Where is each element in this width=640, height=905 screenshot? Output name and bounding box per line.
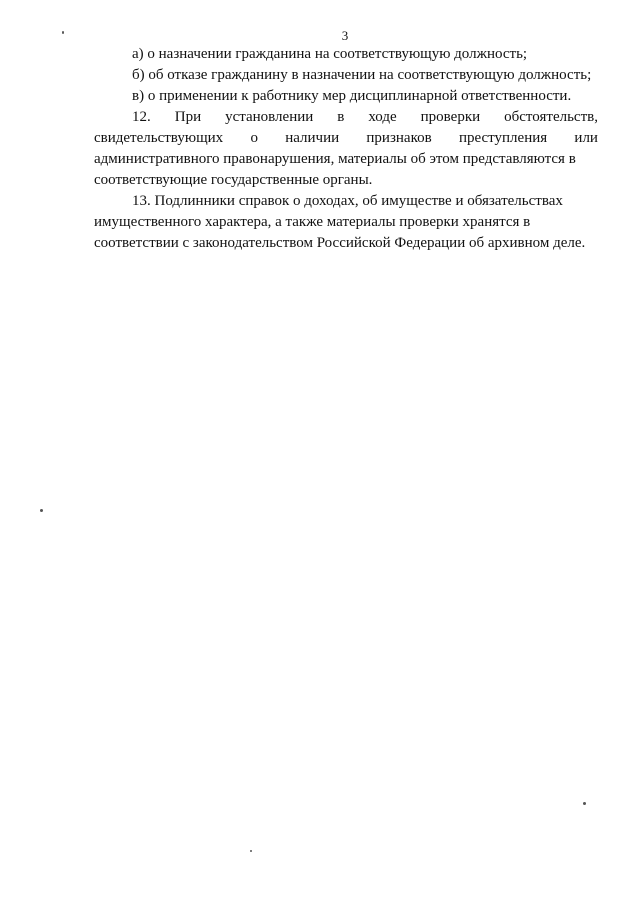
paragraph-12-line-1 xyxy=(94,107,598,128)
scan-speck xyxy=(250,850,252,852)
word: или xyxy=(574,130,598,146)
paragraph-12-line-3: административного правонарушения, материалы об этом представляются в xyxy=(94,151,576,167)
scan-speck xyxy=(62,31,64,34)
word: преступления xyxy=(458,130,548,146)
word: обстоятельств, xyxy=(504,109,598,125)
word: о xyxy=(250,130,258,146)
item-b: б) об отказе гражданину в назначении на соответствующую должность; xyxy=(132,67,592,83)
page-number: 3 xyxy=(341,28,349,43)
word: признаков xyxy=(366,130,432,146)
word: в xyxy=(337,109,345,125)
word: установлении xyxy=(225,109,314,125)
scan-speck xyxy=(40,509,43,512)
scan-speck xyxy=(583,802,586,805)
paragraph-12-line-4: соответствующие государственные органы. xyxy=(94,172,373,188)
word: 12. xyxy=(132,109,151,125)
word: При xyxy=(174,109,202,125)
paragraph-13-line-3: соответствии с законодательством Российской Федерации об архивном деле. xyxy=(94,235,586,251)
word: свидетельствующих xyxy=(94,130,224,146)
item-v: в) о применении к работнику мер дисциплинарной ответственности. xyxy=(132,88,572,104)
paragraph-13-line-1: 13. Подлинники справок о доходах, об имуществе и обязательствах xyxy=(132,193,563,209)
word: наличии xyxy=(285,130,340,146)
word: проверки xyxy=(420,109,481,125)
paragraph-13-line-2: имущественного характера, а также материалы проверки хранятся в xyxy=(94,214,531,230)
paragraph-12-line-2 xyxy=(94,128,598,149)
document-body xyxy=(94,44,598,254)
item-a: а) о назначении гражданина на соответствующую должность; xyxy=(132,46,528,62)
word: ходе xyxy=(368,109,397,125)
